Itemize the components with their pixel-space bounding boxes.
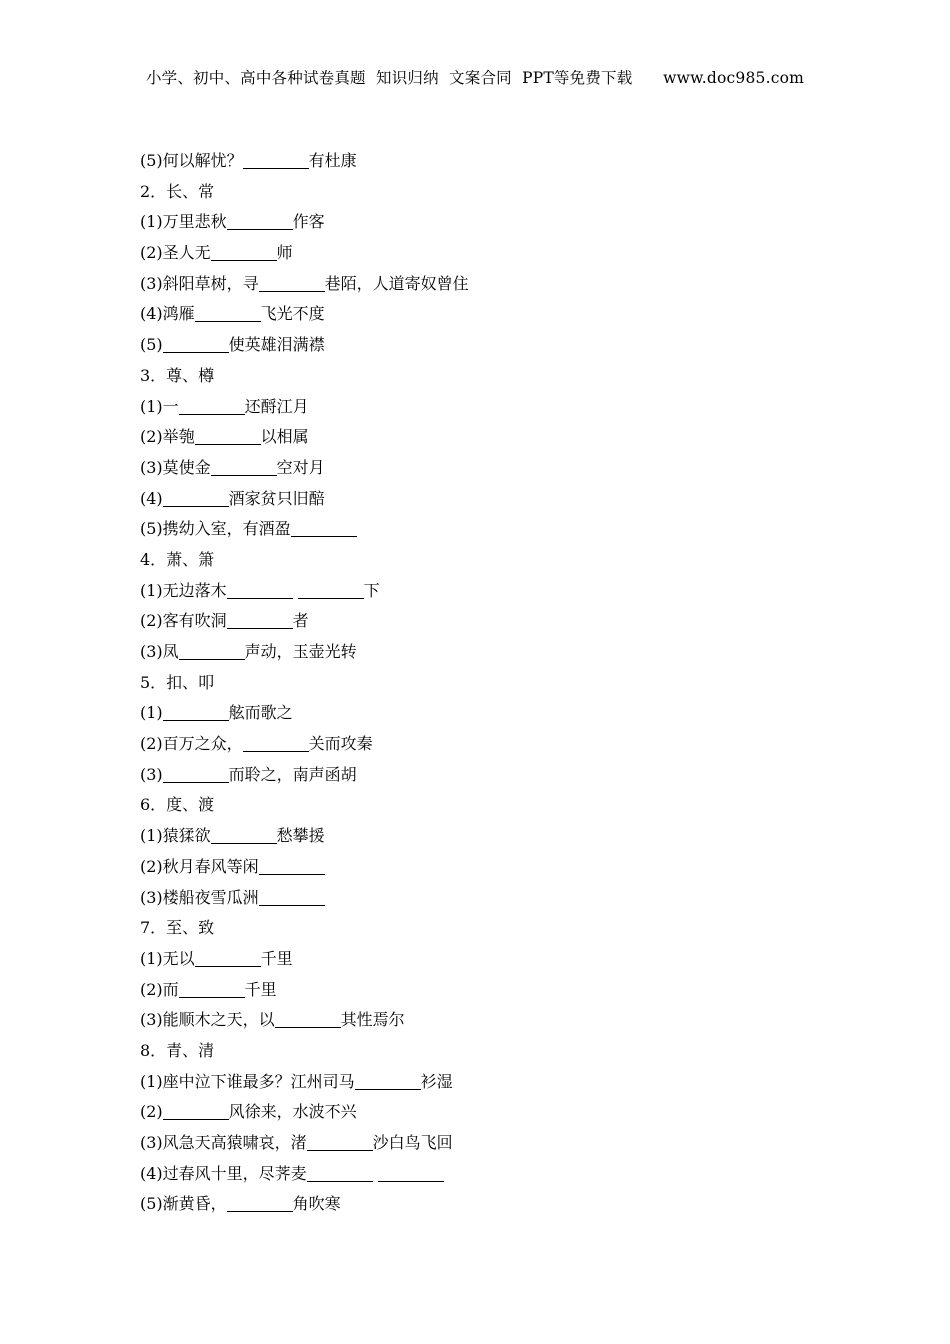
line-text: (3)风急天高猿啸哀，渚	[140, 1133, 307, 1152]
line-text: 沙白鸟飞回	[372, 1133, 453, 1152]
line-text: 飞光不度	[260, 304, 325, 324]
line-text: (3)楼船夜雪瓜洲	[140, 887, 259, 907]
answer-blank[interactable]	[243, 150, 309, 169]
line-text: (1)无边落木	[140, 580, 227, 600]
line-text: 巷陌，人道寄奴曾住	[324, 273, 469, 293]
line-text: 衫湿	[420, 1071, 453, 1091]
answer-blank[interactable]	[163, 488, 229, 507]
exercise-line	[140, 1097, 840, 1128]
answer-blank[interactable]	[291, 518, 357, 537]
exercise-line	[140, 361, 840, 392]
line-text: 而聆之，南声函胡	[228, 764, 357, 784]
line-text: 3．尊、樽	[140, 365, 215, 385]
exercise-line	[140, 637, 840, 668]
answer-blank[interactable]	[227, 211, 293, 230]
line-text: 7．至、致	[140, 918, 215, 938]
line-text: (5)	[140, 335, 163, 355]
exercise-line	[140, 1159, 840, 1190]
line-text: (1)无以	[140, 948, 195, 968]
line-text: (1)猿猱欲	[140, 826, 211, 846]
line-text: 下	[363, 580, 380, 600]
answer-blank[interactable]	[163, 1101, 229, 1120]
exercise-line	[140, 269, 840, 300]
line-text: (1)万里悲秋	[140, 212, 227, 232]
line-text: (4)鸿雁	[140, 304, 195, 324]
line-text: (5)携幼入室，有酒盈	[140, 519, 291, 539]
line-text: (5)何以解忧？	[140, 151, 243, 170]
exercise-line	[140, 299, 840, 330]
line-text: (1)座中泣下谁最多？江州司马	[140, 1071, 355, 1091]
answer-blank[interactable]	[211, 457, 277, 476]
line-text: 8．青、清	[140, 1040, 215, 1060]
answer-blank[interactable]	[227, 580, 293, 599]
answer-blank[interactable]	[298, 580, 364, 599]
exercise-line	[140, 392, 840, 423]
answer-blank[interactable]	[163, 702, 229, 721]
line-text: 声动，玉壶光转	[244, 642, 357, 661]
answer-blank[interactable]	[355, 1071, 421, 1090]
line-text: 酒家贫只旧醅	[228, 488, 325, 508]
exercise-line	[140, 606, 840, 637]
exercise-line	[140, 852, 840, 883]
answer-blank[interactable]	[179, 396, 245, 415]
exercise-line	[140, 238, 840, 269]
line-text: 者	[292, 611, 309, 631]
answer-blank[interactable]	[195, 303, 261, 322]
line-text: 4．萧、箫	[140, 549, 215, 569]
line-text: (2)	[140, 1102, 163, 1122]
line-text: (3)凤	[140, 642, 179, 661]
exercise-line	[140, 422, 840, 453]
answer-blank[interactable]	[259, 273, 325, 292]
line-text: 愁攀援	[276, 826, 325, 846]
line-text: (1)	[140, 703, 163, 723]
exercise-line	[140, 484, 840, 515]
line-text: 空对月	[276, 457, 325, 477]
answer-blank[interactable]	[163, 334, 229, 353]
line-text: 使英雄泪满襟	[228, 335, 325, 355]
exercise-list	[140, 146, 840, 1220]
exercise-line	[140, 821, 840, 852]
line-text: 角吹寒	[292, 1194, 341, 1214]
exercise-line	[140, 698, 840, 729]
page-header: 小学、初中、高中各种试卷真题 知识归纳 文案合同 PPT等免费下载 www.doc985.com	[145, 69, 805, 87]
exercise-line	[140, 146, 840, 177]
exercise-line	[140, 913, 840, 944]
line-text: (2)客有吹洞	[140, 611, 227, 631]
answer-blank[interactable]	[195, 426, 261, 445]
answer-blank[interactable]	[195, 948, 261, 967]
line-text: 千里	[244, 979, 277, 999]
answer-blank[interactable]	[307, 1132, 373, 1151]
line-text: 舷而歌之	[228, 703, 293, 723]
exercise-line	[140, 207, 840, 238]
line-text: (2)而	[140, 979, 179, 999]
exercise-line	[140, 1005, 840, 1036]
line-text: (1)一	[140, 396, 179, 416]
exercise-line	[140, 760, 840, 791]
answer-blank[interactable]	[211, 825, 277, 844]
answer-blank[interactable]	[227, 1193, 293, 1212]
line-text: 还酹江月	[244, 396, 309, 416]
exercise-line	[140, 545, 840, 576]
line-text: 有杜康	[308, 151, 357, 170]
answer-blank[interactable]	[211, 242, 277, 261]
exercise-line	[140, 975, 840, 1006]
answer-blank[interactable]	[378, 1163, 444, 1182]
line-text: (2)秋月春风等闲	[140, 856, 259, 876]
exercise-line	[140, 790, 840, 821]
line-text: 以相属	[260, 427, 309, 447]
exercise-line	[140, 883, 840, 914]
line-text: 作客	[292, 212, 325, 232]
answer-blank[interactable]	[259, 856, 325, 875]
answer-blank[interactable]	[179, 641, 245, 660]
line-text: (3)能顺木之天，以	[140, 1010, 275, 1030]
exercise-line	[140, 453, 840, 484]
line-text: 5．扣、叩	[140, 672, 215, 692]
answer-blank[interactable]	[163, 764, 229, 783]
exercise-line	[140, 1189, 840, 1220]
exercise-line	[140, 514, 840, 545]
answer-blank[interactable]	[243, 733, 309, 752]
line-text: (2)百万之众，	[140, 734, 243, 754]
exercise-line	[140, 330, 840, 361]
answer-blank[interactable]	[179, 979, 245, 998]
exercise-line	[140, 944, 840, 975]
exercise-line	[140, 576, 840, 607]
answer-blank[interactable]	[275, 1009, 341, 1028]
exercise-line	[140, 1067, 840, 1098]
line-text: 2．长、常	[140, 181, 215, 201]
line-text: (4)过春风十里，尽荠麦	[140, 1163, 307, 1183]
line-text: 师	[276, 243, 293, 263]
line-text: 6．度、渡	[140, 795, 215, 815]
line-text: (3)斜阳草树，寻	[140, 273, 259, 293]
answer-blank[interactable]	[259, 887, 325, 906]
line-text: 风徐来，水波不兴	[228, 1102, 357, 1122]
answer-blank[interactable]	[307, 1163, 373, 1182]
line-text: (5)渐黄昏，	[140, 1194, 227, 1214]
exercise-line	[140, 729, 840, 760]
answer-blank[interactable]	[227, 610, 293, 629]
line-text: 关而攻秦	[308, 734, 373, 754]
exercise-line	[140, 668, 840, 699]
line-text: (2)举匏	[140, 427, 195, 447]
exercise-line	[140, 177, 840, 208]
exercise-line	[140, 1036, 840, 1067]
line-text: (3)莫使金	[140, 457, 211, 477]
line-text: (3)	[140, 764, 163, 784]
line-text: (2)圣人无	[140, 243, 211, 263]
line-text: 其性焉尔	[340, 1010, 405, 1030]
line-text: (4)	[140, 488, 163, 508]
exercise-line	[140, 1128, 840, 1159]
line-text: 千里	[260, 948, 293, 968]
